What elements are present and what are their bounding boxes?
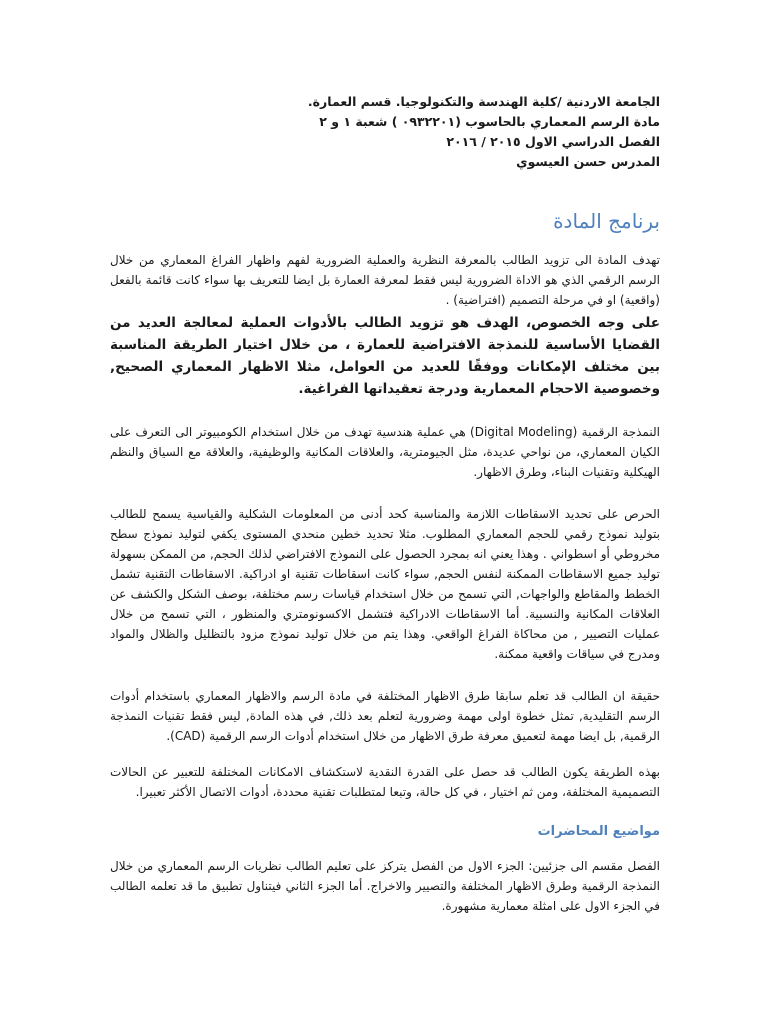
course-line: مادة الرسم المعماري بالحاسوب (٠٩٣٢٢٠١ ) شعبة ١ و ٢ xyxy=(319,114,660,129)
university-line: الجامعة الاردنية /كلية الهندسة والتكنولوجيا. قسم العمارة. xyxy=(307,94,660,109)
course-header xyxy=(110,92,660,172)
objective-paragraph: على وجه الخصوص، الهدف هو تزويد الطالب بالأدوات العملية لمعالجة العديد من القضايا الأساسية للنمذجة الافتراضية للعمارة ، من خلال اختيار الطريقة المناسبة بين مختلف الإمكانات ووفقًا للعديد من العوامل، مثلا الاظهار المعماري الصحيح, وخصوصية الاحجام المعمارية ودرجة تعقيداتها الفراغية. xyxy=(110,315,660,397)
instructor-line: المدرس حسن العيسوي xyxy=(516,154,660,169)
semester-line: الفصل الدراسي الاول ٢٠١٥ / ٢٠١٦ xyxy=(446,134,660,149)
intro-paragraph: تهدف المادة الى تزويد الطالب بالمعرفة النظرية والعملية الضرورية لفهم واظهار الفراغ المعماري من خلال الرسم الرقمي الذي هو الاداة الضرورية ليس فقط لمعرفة العمارة بل ايضا للتعريف بها سواء كانت قائمة بالفعل (واقعية) او في مرحلة التصميم (افتراضية) . xyxy=(110,253,660,307)
cad-paragraph: حقيقة ان الطالب قد تعلم سابقا طرق الاظهار المختلفة في مادة الرسم والاظهار المعماري باستخدام أدوات الرسم التقليدية, تمثل خطوة اولى مهمة وضرورية لتعلم بعد ذلك, في هذه المادة, ليس فقط تقنيات النمذجة الرقمية, بل ايضا مهمة لتعميق معرفة طرق الاظهار من خلال استخدام أدوات الرسم الرقمية (CAD). xyxy=(110,689,660,743)
document-title: برنامج المادة xyxy=(553,209,660,233)
projections-paragraph: الحرص على تحديد الاسقاطات اللازمة والمناسبة كحد أدنى من المعلومات الشكلية والقياسية يسمح للطالب بتوليد نموذج رقمي للحجم المعماري المطلوب. مثلا تحديد خطين منحدي المستوى يكفي لتوليد نموذج سطح مخروطي أو اسطواني . وهذا يعني انه بمجرد الحصول على النموذج الافتراضي لذلك الحجم, من الممكن بسهولة توليد جميع الاسقاطات الممكنة لنفس الحجم, سواء كانت اسقاطات تقنية او ادراكية. الاسقاطات التقنية تشمل الخطط والمقاطع والواجهات, التي تسمح من خلال استخدام قياسات رسم مختلفة، بوصف الشكل والكشف عن العلاقات المكانية والنسبية. أما الاسقاطات الادراكية فتشمل الاكسونومتري والمنظور ، التي تسمح من خلال عمليات التصيير , من محاكاة الفراغ الواقعي. وهذا يتم من خلال توليد نموذج مزود بالتظليل والظلال والمواد ومدرج في سياقات واقعية ممكنة. xyxy=(110,507,660,661)
lectures-paragraph: الفصل مقسم الى جزئيين: الجزء الاول من الفصل يتركز على تعليم الطالب نظريات الرسم المعماري من خلال النمذجة الرقمية وطرق الاظهار المختلفة والتصيير والاخراج. أما الجزء الثاني فيتناول تطبيق ما قد تعلمه الطالب في الجزء الاول على امثلة معمارية مشهورة. xyxy=(110,859,660,913)
document-page xyxy=(110,92,660,916)
critical-ability-paragraph: بهذه الطريقة يكون الطالب قد حصل على القدرة النقدية لاستكشاف الامكانات المختلفة للتعبير عن الحالات التصميمية المختلفة، ومن ثم اختيار ، في كل حالة، وتبعا لمتطلبات تقنية محددة، أدوات الاتصال الأكثر تعبيرا. xyxy=(110,765,660,799)
lectures-heading: مواضيع المحاضرات xyxy=(537,824,660,839)
digital-modeling-paragraph: النمذجة الرقمية (Digital Modeling) هي عملية هندسية تهدف من خلال استخدام الكومبيوتر الى التعرف على الكيان المعماري، من نواحي عديدة، مثل الجيومترية، والعلاقات المكانية والوظيفية، والعلاقة مع السياق والنظم الهيكلية وتقنيات البناء، وطرق الاظهار. xyxy=(110,425,660,479)
